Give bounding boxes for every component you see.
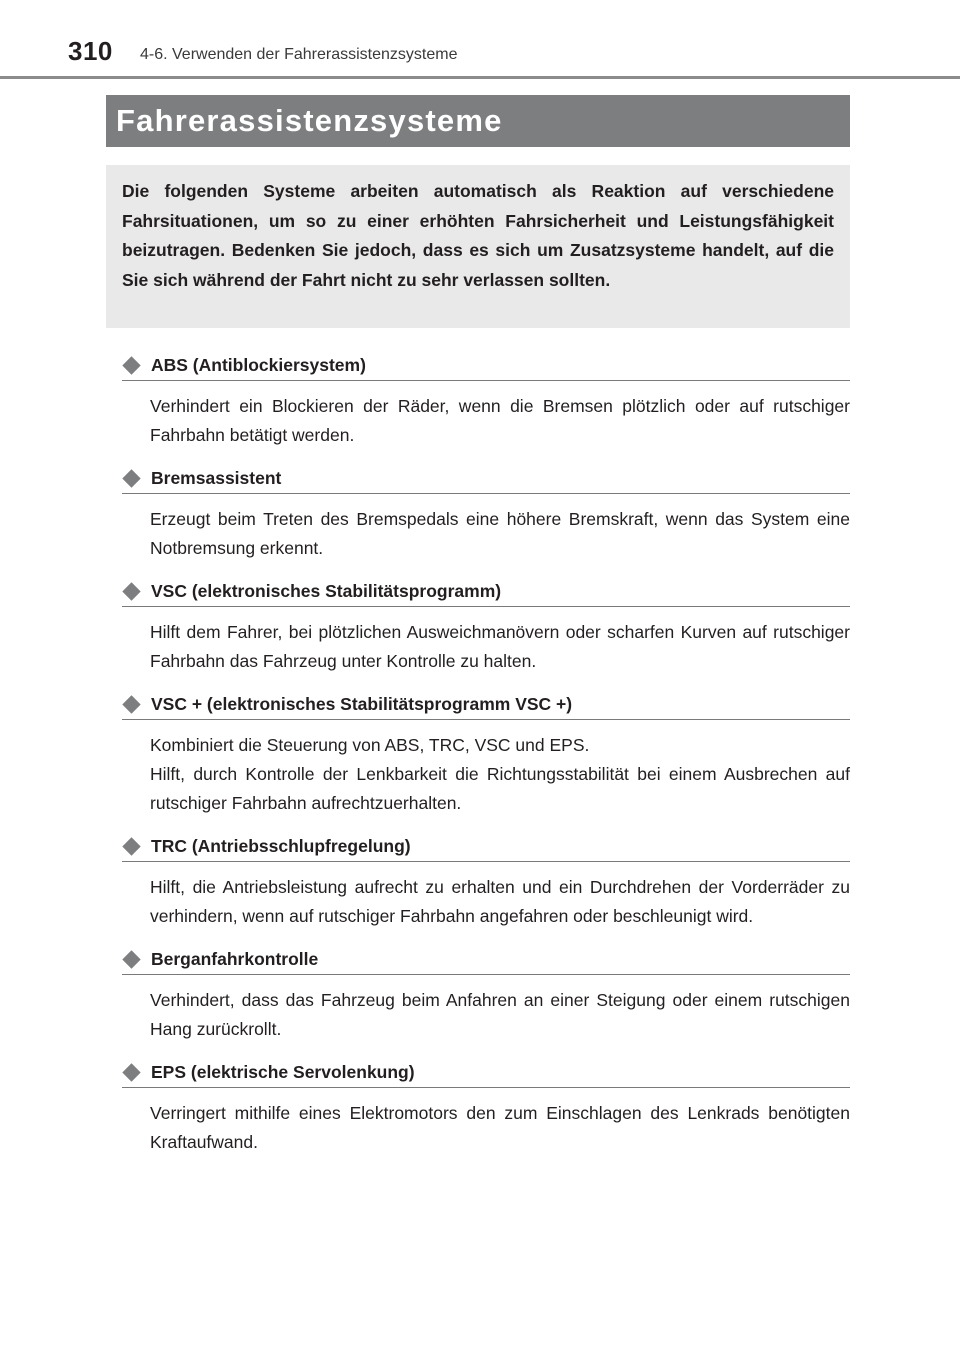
section-bremsassistent [122, 463, 850, 563]
section-abs [122, 350, 850, 450]
running-head: 4-6. Verwenden der Fahrerassistenzsysteme [140, 46, 458, 63]
section-paragraph: Verhindert ein Blockieren der Räder, wenn die Bremsen plötzlich oder auf rutschiger Fahrbahn betätigt werden. [150, 396, 850, 445]
page-number: 310 [68, 36, 113, 66]
section-heading [122, 831, 850, 862]
section-paragraph: Hilft dem Fahrer, bei plötzlichen Ausweichmanövern oder scharfen Kurven auf rutschiger Fahrbahn das Fahrzeug unter Kontrolle zu halten. [150, 622, 850, 671]
section-berganfahrkontrolle [122, 944, 850, 1044]
section-body [150, 873, 850, 931]
section-eps [122, 1057, 850, 1157]
section-heading-text: VSC + (elektronisches Stabilitätsprogramm VSC +) [151, 693, 573, 714]
section-heading [122, 350, 850, 381]
section-heading [122, 1057, 850, 1088]
section-heading [122, 463, 850, 494]
section-body [150, 986, 850, 1044]
diamond-bullet-icon [122, 356, 140, 374]
section-heading-text: Berganfahrkontrolle [151, 948, 319, 969]
diamond-bullet-icon [122, 950, 140, 968]
section-body [150, 731, 850, 818]
page-title: Fahrerassistenzsysteme [106, 95, 850, 147]
section-body [150, 505, 850, 563]
intro-box [106, 165, 850, 328]
section-paragraph: Erzeugt beim Treten des Bremspedals eine höhere Bremskraft, wenn das System eine Notbremsung erkennt. [150, 509, 850, 558]
section-paragraph: Kombiniert die Steuerung von ABS, TRC, VSC und EPS. [150, 735, 590, 755]
diamond-bullet-icon [122, 582, 140, 600]
section-paragraph: Hilft, die Antriebsleistung aufrecht zu erhalten und ein Durchdrehen der Vorderräder zu verhindern, wenn auf rutschiger Fahrbahn angefahren oder beschleunigt wird. [150, 877, 850, 926]
section-body [150, 392, 850, 450]
section-heading-text: EPS (elektrische Servolenkung) [151, 1061, 415, 1082]
section-heading-text: VSC (elektronisches Stabilitätsprogramm) [151, 580, 502, 601]
section-paragraph: Hilft, durch Kontrolle der Lenkbarkeit die Richtungsstabilität bei einem Ausbrechen auf rutschiger Fahrbahn aufrechtzuerhalten. [150, 764, 850, 813]
section-heading [122, 944, 850, 975]
section-body [150, 618, 850, 676]
section-body [150, 1099, 850, 1157]
diamond-bullet-icon [122, 469, 140, 487]
intro-text: Die folgenden Systeme arbeiten automatisch als Reaktion auf verschiedene Fahrsituationen, um so zu einer erhöhten Fahrsicherheit und Leistungsfähigkeit beizutragen. Bedenken Sie jedoch, dass es sich um Zusatzsysteme handelt, auf die Sie sich während der Fahrt nicht zu sehr verlassen sollten. [122, 181, 834, 290]
section-heading-text: TRC (Antriebsschlupfregelung) [151, 835, 411, 856]
sections-list [122, 350, 850, 1170]
diamond-bullet-icon [122, 1063, 140, 1081]
section-heading-text: ABS (Antiblockiersystem) [151, 354, 366, 375]
section-trc [122, 831, 850, 931]
section-paragraph: Verhindert, dass das Fahrzeug beim Anfahren an einer Steigung oder einem rutschigen Hang zurückrollt. [150, 990, 850, 1039]
section-vsc-plus [122, 689, 850, 818]
section-heading-text: Bremsassistent [151, 467, 282, 488]
diamond-bullet-icon [122, 837, 140, 855]
section-vsc [122, 576, 850, 676]
section-paragraph: Verringert mithilfe eines Elektromotors den zum Einschlagen des Lenkrads benötigten Kraftaufwand. [150, 1103, 850, 1152]
section-heading [122, 689, 850, 720]
section-heading [122, 576, 850, 607]
header-rule [0, 76, 960, 79]
diamond-bullet-icon [122, 695, 140, 713]
